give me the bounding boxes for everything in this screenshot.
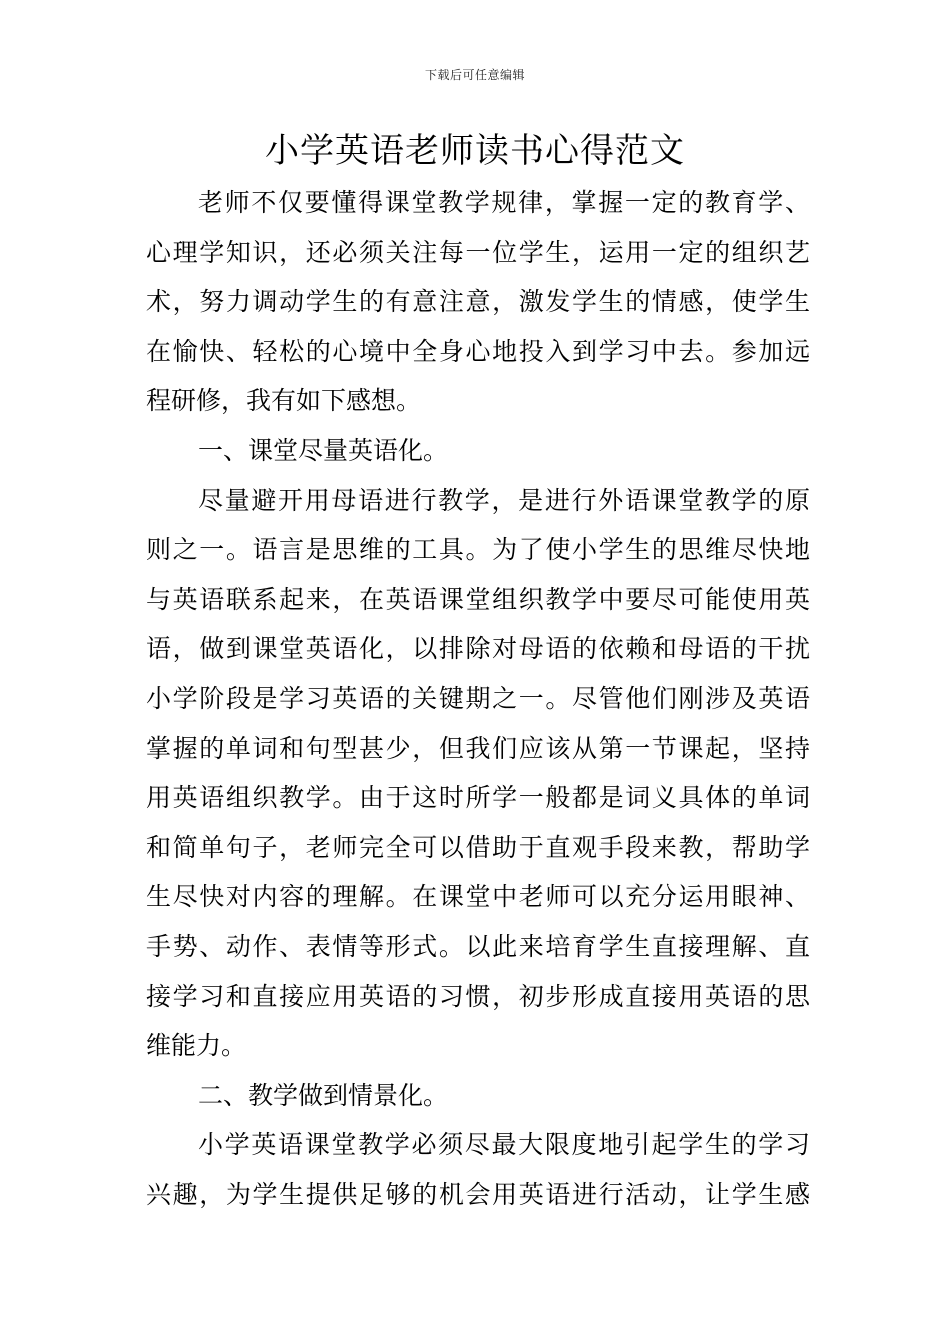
paragraph-3-line-4: 语，做到课堂英语化，以排除对母语的依赖和母语的干扰 xyxy=(146,634,810,664)
section-heading-1: 一、课堂尽量英语化。 xyxy=(198,435,449,465)
paragraph-3-line-1: 尽量避开用母语进行教学，是进行外语课堂教学的原 xyxy=(198,485,810,515)
paragraph-3-line-3: 与英语联系起来，在英语课堂组织教学中要尽可能使用英 xyxy=(146,584,810,614)
paragraph-3-line-12: 维能力。 xyxy=(146,1031,247,1061)
section-heading-2: 二、教学做到情景化。 xyxy=(198,1080,449,1110)
paragraph-1-line-5: 程研修，我有如下感想。 xyxy=(146,386,422,416)
paragraph-1-line-3: 术，努力调动学生的有意注意，激发学生的情感，使学生 xyxy=(146,287,810,317)
paragraph-1-line-2: 心理学知识，还必须关注每一位学生，运用一定的组织艺 xyxy=(146,237,810,267)
paragraph-3-line-2: 则之一。语言是思维的工具。为了使小学生的思维尽快地 xyxy=(146,535,810,565)
paragraph-3-line-6: 掌握的单词和句型甚少，但我们应该从第一节课起，坚持 xyxy=(146,733,810,763)
paragraph-3-line-9: 生尽快对内容的理解。在课堂中老师可以充分运用眼神、 xyxy=(146,882,810,912)
paragraph-3-line-5: 小学阶段是学习英语的关键期之一。尽管他们刚涉及英语 xyxy=(146,683,810,713)
header-note: 下载后可任意编辑 xyxy=(424,68,525,82)
paragraph-1-line-4: 在愉快、轻松的心境中全身心地投入到学习中去。参加远 xyxy=(146,336,810,366)
paragraph-3-line-7: 用英语组织教学。由于这时所学一般都是词义具体的单词 xyxy=(146,783,810,813)
paragraph-5-line-2: 兴趣，为学生提供足够的机会用英语进行活动，让学生感 xyxy=(146,1179,810,1209)
document-body xyxy=(146,178,810,1219)
paragraph-5-line-1: 小学英语课堂教学必须尽最大限度地引起学生的学习 xyxy=(198,1130,810,1160)
paragraph-3-line-10: 手势、动作、表情等形式。以此来培育学生直接理解、直 xyxy=(146,931,810,961)
paragraph-1-line-1: 老师不仅要懂得课堂教学规律，掌握一定的教育学、 xyxy=(198,188,810,217)
paragraph-3-line-11: 接学习和直接应用英语的习惯，初步形成直接用英语的思 xyxy=(146,981,810,1011)
document-title: 小学英语老师读书心得范文 xyxy=(265,131,685,171)
paragraph-3-line-8: 和简单句子，老师完全可以借助于直观手段来教，帮助学 xyxy=(146,832,810,862)
